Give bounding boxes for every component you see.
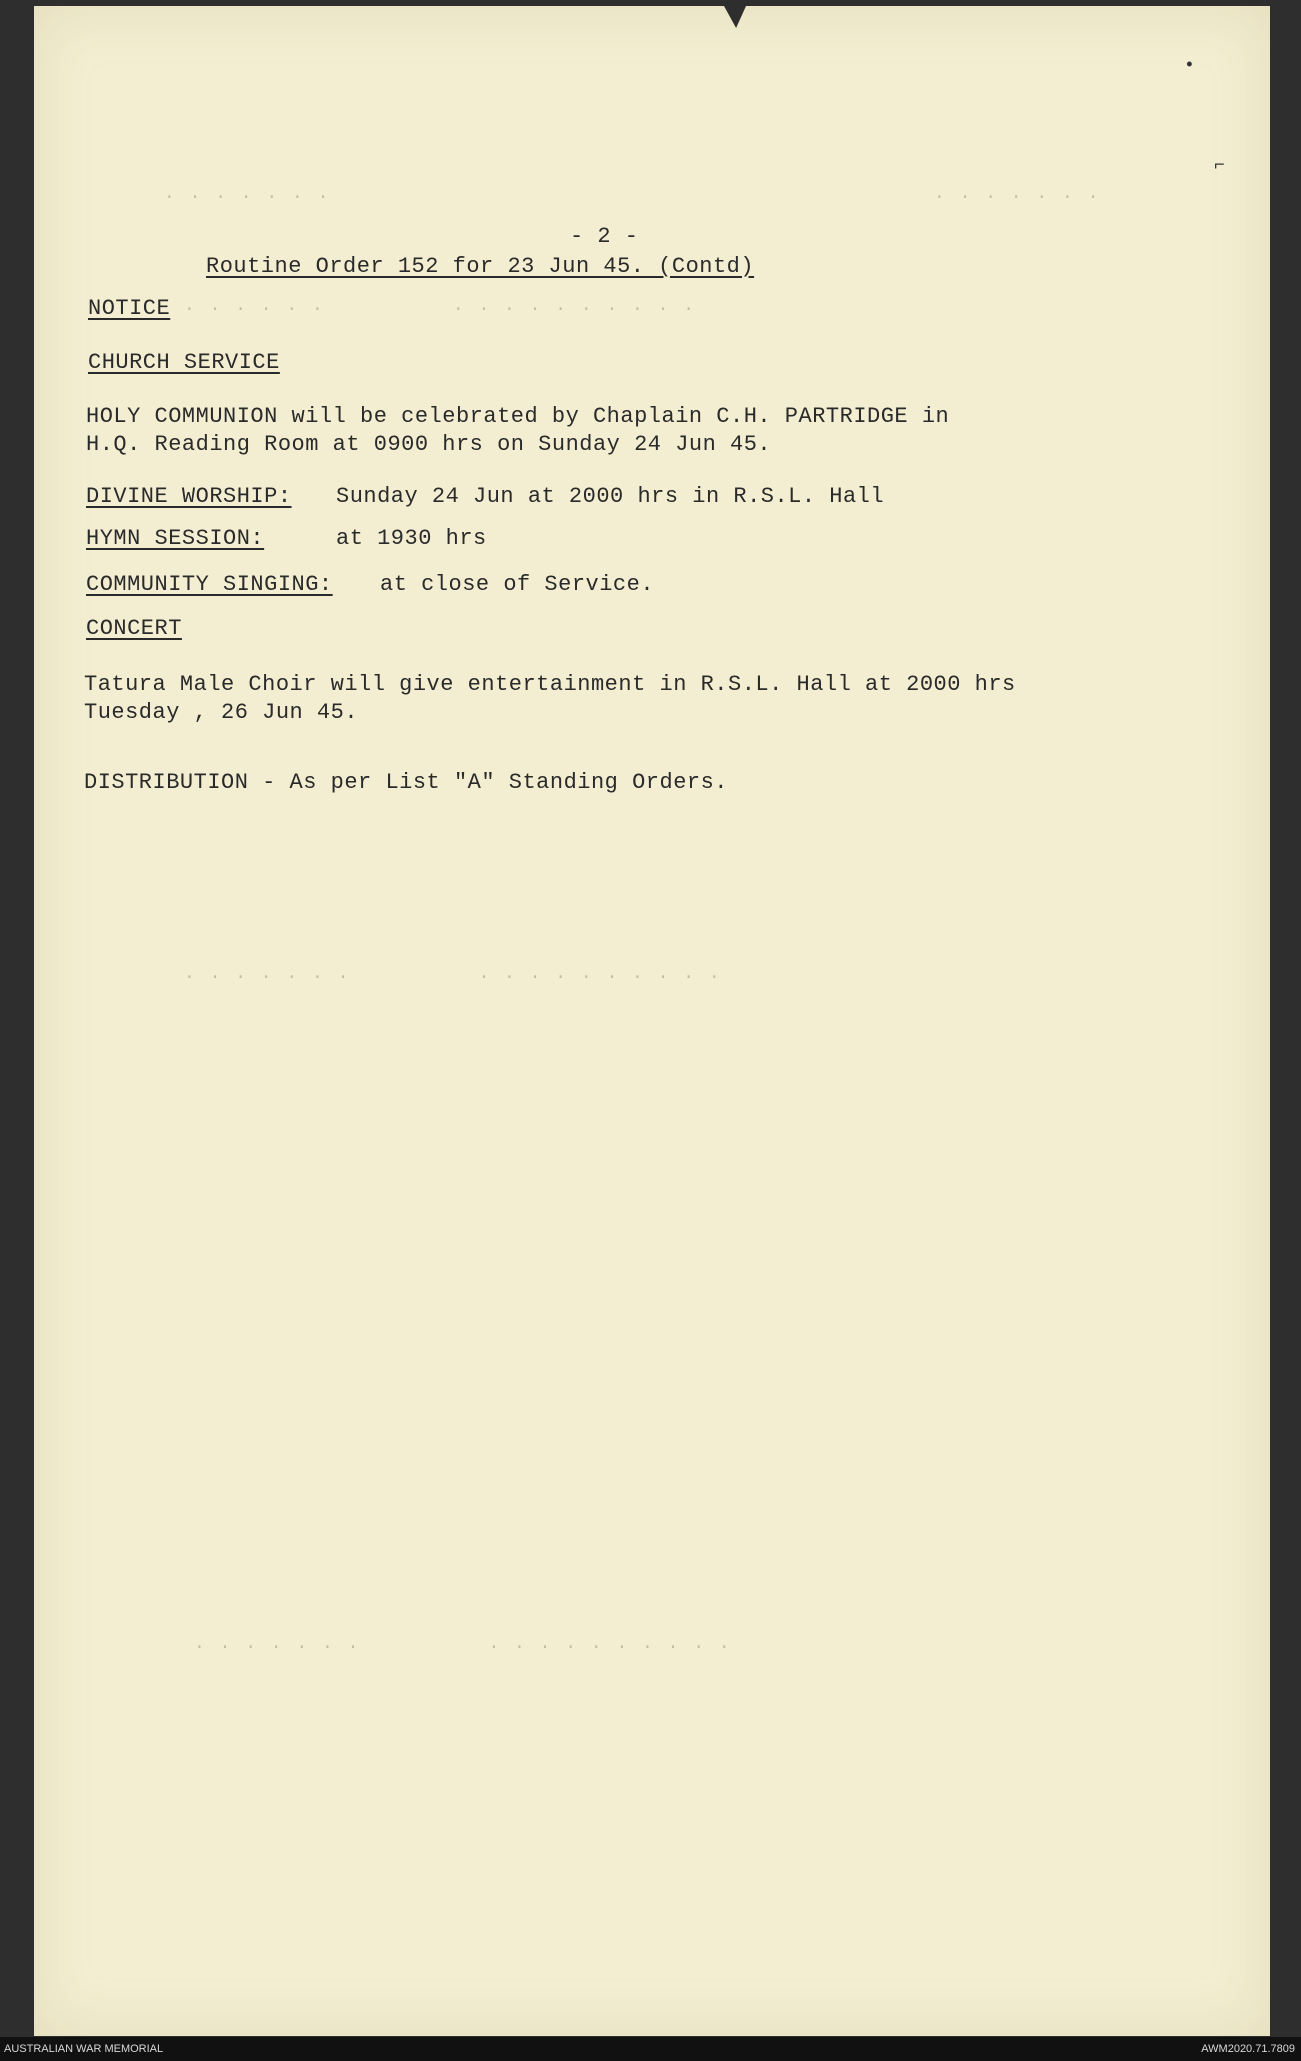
- bleed-through-text: . . . . . . . . . . . . . . . . .: [184, 964, 722, 984]
- divine-worship-label: DIVINE WORSHIP:: [86, 484, 292, 509]
- holy-communion-line-1: HOLY COMMUNION will be celebrated by Chaplain C.H. PARTRIDGE in: [86, 404, 950, 429]
- bleed-through-text: . . . . . . .: [164, 184, 331, 204]
- bleed-through-text: . . . . . . .: [934, 184, 1101, 204]
- bleed-through-text: . . . . . . . . . . . . . . . .: [184, 296, 697, 316]
- footer-institution: AUSTRALIAN WAR MEMORIAL: [4, 2043, 164, 2055]
- community-singing-text: at close of Service.: [380, 572, 655, 597]
- concert-line-1: Tatura Male Choir will give entertainment in R.S.L. Hall at 2000 hrs: [84, 672, 1016, 697]
- concert-heading: CONCERT: [86, 616, 182, 641]
- church-service-heading: CHURCH SERVICE: [88, 350, 280, 375]
- page-number: - 2 -: [570, 224, 639, 249]
- edge-mark: ⌐: [1214, 156, 1225, 176]
- hymn-session-label: HYMN SESSION:: [86, 526, 265, 551]
- community-singing-label: COMMUNITY SINGING:: [86, 572, 333, 597]
- document-page: [34, 6, 1270, 2036]
- page-tear: [724, 6, 746, 28]
- notice-heading: NOTICE: [88, 296, 171, 321]
- holy-communion-line-2: H.Q. Reading Room at 0900 hrs on Sunday 24 Jun 45.: [86, 432, 772, 457]
- divine-worship-text: Sunday 24 Jun at 2000 hrs in R.S.L. Hall: [336, 484, 885, 509]
- concert-line-2: Tuesday , 26 Jun 45.: [84, 700, 359, 725]
- document-title: Routine Order 152 for 23 Jun 45. (Contd): [206, 254, 755, 279]
- distribution-line: DISTRIBUTION - As per List "A" Standing Orders.: [84, 770, 729, 795]
- edge-mark: •: [1184, 56, 1195, 76]
- archive-footer: [0, 2037, 1301, 2061]
- bleed-through-text: . . . . . . . . . . . . . . . . .: [194, 1634, 732, 1654]
- hymn-session-text: at 1930 hrs: [336, 526, 487, 551]
- footer-accession-number: AWM2020.71.7809: [1201, 2043, 1295, 2055]
